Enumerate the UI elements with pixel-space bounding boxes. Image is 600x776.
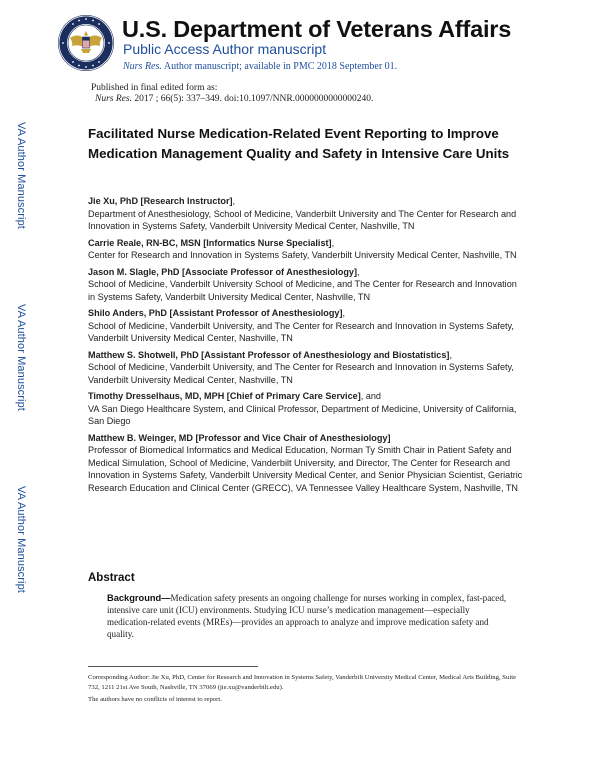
author-entry [88,349,523,387]
footnote-divider [88,666,258,667]
sidebar-watermark: VA Author Manuscript [15,486,27,593]
author-entry [88,390,523,428]
background-label: Background— [107,593,171,603]
author-affiliation: Professor of Biomedical Informatics and Medical Education, Norman Ty Smith Chair in Patient Safety and Medical Simulation, School of Medicine, Vanderbilt University, and Director, The Center for Research and Innovation in Systems Safety, Vanderbilt University Medical Center, and Senior Physician Scientist, Geriatric Research Education and Clinical Center (GRECC), VA Tennessee Valley Healthcare System, Nashville, TN [88,445,523,493]
article-title: Facilitated Nurse Medication-Related Event Reporting to Improve Medication Management Quality and Safety in Intensive Care Units [88,126,510,161]
pmc-citation [123,61,397,72]
author-affiliation: School of Medicine, Vanderbilt University, and The Center for Research and Innovation in Systems Safety, Vanderbilt University Medical Center, Nashville, TN [88,362,514,385]
author-list [88,195,523,498]
conflict-of-interest-note: The authors have no conflicts of interest to report. [88,696,222,704]
footnotes [88,673,518,708]
agency-name: U.S. Department of Veterans Affairs [122,16,512,42]
publication-doi: 2017 ; 66(5): 337–349. doi:10.1097/NNR.0000000000000240. [131,94,374,104]
author-name: Jason M. Slagle, PhD [Associate Professor of Anesthesiology] [88,266,358,277]
publication-citation [91,94,373,105]
background-text: Medication safety presents an ongoing challenge for nurses working in complex, fast-paced, intensive care unit (ICU) environments. Studying ICU nurse’s medication management—especially medication-related events (MREs)—provides an approach to analyze and improve medication safety and quality. [107,593,507,640]
author-entry [88,195,523,233]
author-name: Shilo Anders, PhD [Assistant Professor of Anesthesiology] [88,308,343,318]
sidebar-watermark: VA Author Manuscript [15,122,27,229]
author-affiliation: Center for Research and Innovation in Systems Safety, Vanderbilt University Medical Center, Nashville, TN [88,250,517,260]
author-name: Carrie Reale, RN-BC, MSN [Informatics Nurse Specialist] [88,237,332,248]
author-affiliation: VA San Diego Healthcare System, and Clinical Professor, Department of Medicine, University of California, San Diego [88,403,517,426]
author-separator: , [342,308,346,318]
author-entry [88,237,523,262]
va-seal-icon [57,14,115,72]
manuscript-header [57,14,557,74]
author-affiliation: School of Medicine, Vanderbilt University, and The Center for Research and Innovation in Systems Safety, Vanderbilt University Medical Center, Nashville, TN [88,320,514,343]
author-entry [88,266,523,304]
author-name: Matthew S. Shotwell, PhD [Assistant Professor of Anesthesiology and Biostatistics] [88,349,450,360]
published-label: Published in final edited form as: [91,83,218,93]
author-name: Matthew B. Weinger, MD [Professor and Vice Chair of Anesthesiology] [88,432,391,443]
citation-journal: Nurs Res. [123,61,162,72]
author-affiliation: School of Medicine, Vanderbilt University School of Medicine, and The Center for Research and Innovation in Systems Safety, Vanderbilt University Medical Center, Nashville, TN [88,279,517,302]
sidebar-watermark: VA Author Manuscript [15,304,27,411]
corresponding-author-note: Corresponding Author: Jie Xu, PhD, Center for Research and Innovation in Systems Safety, Vanderbilt University Medical Center, Medical Arts Building, Suite 732, 1211 21st Ave South, Nashville, TN 37069 (jie.xu@vanderbilt.edu). [88,674,517,691]
author-name: Jie Xu, PhD [Research Instructor] [88,196,233,206]
citation-availability: Author manuscript; available in PMC 2018 September 01. [161,61,398,72]
author-name: Timothy Dresselhaus, MD, MPH [Chief of Primary Care Service] [88,391,361,401]
author-separator: , and [360,391,381,401]
author-affiliation: Department of Anesthesiology, School of Medicine, Vanderbilt University and The Center for Research and Innovation in Systems Safety, Vanderbilt University Medical Center, Nashville, TN [88,208,517,231]
publication-journal: Nurs Res. [95,94,132,104]
publication-info [91,83,373,105]
author-separator: , [331,237,335,248]
author-separator: , [232,196,236,206]
manuscript-type: Public Access Author manuscript [123,41,327,57]
abstract-background [107,592,513,640]
author-entry [88,432,523,495]
author-separator: , [357,266,360,277]
author-separator: , [449,349,452,360]
author-entry [88,307,523,345]
abstract-heading: Abstract [88,572,135,584]
